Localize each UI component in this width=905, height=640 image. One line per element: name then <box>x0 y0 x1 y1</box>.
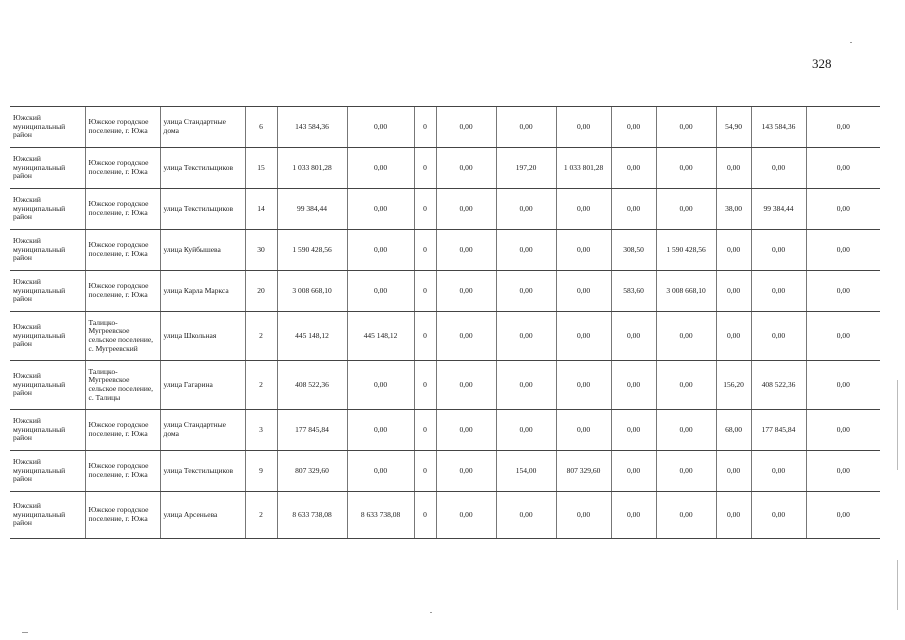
cell-value: 0,00 <box>436 230 496 271</box>
cell-house-number: 6 <box>245 107 277 148</box>
cell-street: улица Текстильщиков <box>160 189 245 230</box>
cell-value: 0,00 <box>347 361 414 410</box>
cell-value: 0,00 <box>347 148 414 189</box>
cell-house-number: 2 <box>245 361 277 410</box>
cell-house-number: 30 <box>245 230 277 271</box>
cell-value: 0,00 <box>556 312 611 361</box>
scan-speck <box>430 612 432 613</box>
cell-value: 0,00 <box>436 492 496 539</box>
cell-value: 0,00 <box>656 189 716 230</box>
cell-district: Южский муниципальный район <box>10 148 85 189</box>
cell-street: улица Школьная <box>160 312 245 361</box>
cell-district: Южский муниципальный район <box>10 271 85 312</box>
cell-settlement: Южское городское поселение, г. Южа <box>85 148 160 189</box>
cell-value: 0,00 <box>656 410 716 451</box>
cell-value: 0,00 <box>806 271 880 312</box>
cell-value: 0,00 <box>556 361 611 410</box>
cell-area: 0,00 <box>611 410 656 451</box>
cell-value: 0,00 <box>656 148 716 189</box>
cell-value: 0,00 <box>347 271 414 312</box>
table-row <box>10 451 880 492</box>
cell-value: 0,00 <box>347 451 414 492</box>
cell-district: Южский муниципальный район <box>10 361 85 410</box>
page-number: 328 <box>812 56 832 71</box>
cell-value: 0,00 <box>656 451 716 492</box>
scan-speck <box>897 560 898 610</box>
cell-value: 0,00 <box>347 410 414 451</box>
cell-area: 0,00 <box>496 410 556 451</box>
cell-street: улица Арсеньева <box>160 492 245 539</box>
cell-area: 0,00 <box>611 451 656 492</box>
cell-district: Южский муниципальный район <box>10 410 85 451</box>
cell-area: 0,00 <box>611 189 656 230</box>
cell-value: 0,00 <box>806 451 880 492</box>
cell-value: 0,00 <box>656 312 716 361</box>
cell-area: 0,00 <box>716 492 751 539</box>
cell-settlement: Южское городское поселение, г. Южа <box>85 230 160 271</box>
cell-total-cost: 177 845,84 <box>277 410 347 451</box>
cell-area: 0,00 <box>716 451 751 492</box>
cell-value: 0,00 <box>436 148 496 189</box>
cell-area: 583,60 <box>611 271 656 312</box>
cell-settlement: Южское городское поселение, г. Южа <box>85 492 160 539</box>
cell-value: 0,00 <box>656 107 716 148</box>
cell-settlement: Талицко-Мугреевское сельское поселение, с. Талицы <box>85 361 160 410</box>
cell-count: 0 <box>414 271 436 312</box>
cell-district: Южский муниципальный район <box>10 189 85 230</box>
cell-street: улица Текстильщиков <box>160 148 245 189</box>
cell-total-cost: 8 633 738,08 <box>277 492 347 539</box>
cell-settlement: Южское городское поселение, г. Южа <box>85 451 160 492</box>
cell-district: Южский муниципальный район <box>10 492 85 539</box>
cell-count: 0 <box>414 361 436 410</box>
cell-value: 0,00 <box>806 312 880 361</box>
cell-value: 0,00 <box>806 107 880 148</box>
cell-settlement: Южское городское поселение, г. Южа <box>85 189 160 230</box>
cell-value: 0,00 <box>347 230 414 271</box>
cell-count: 0 <box>414 189 436 230</box>
cell-area: 0,00 <box>716 312 751 361</box>
cell-house-number: 2 <box>245 312 277 361</box>
cell-value: 0,00 <box>751 271 806 312</box>
cell-value: 0,00 <box>436 410 496 451</box>
cell-value: 0,00 <box>436 107 496 148</box>
cell-total-cost: 143 584,36 <box>277 107 347 148</box>
cell-value: 0,00 <box>806 230 880 271</box>
cell-area: 0,00 <box>611 148 656 189</box>
cell-value: 3 008 668,10 <box>656 271 716 312</box>
cell-street: улица Текстильщиков <box>160 451 245 492</box>
scan-speck <box>850 42 852 43</box>
cell-area: 54,90 <box>716 107 751 148</box>
cell-settlement: Южское городское поселение, г. Южа <box>85 271 160 312</box>
cell-value: 0,00 <box>806 492 880 539</box>
cell-value: 0,00 <box>806 189 880 230</box>
cell-value: 0,00 <box>436 312 496 361</box>
cell-house-number: 2 <box>245 492 277 539</box>
cell-value: 0,00 <box>806 148 880 189</box>
cell-value: 1 033 801,28 <box>556 148 611 189</box>
cell-value: 0,00 <box>751 230 806 271</box>
cell-value: 0,00 <box>436 451 496 492</box>
table-row <box>10 312 880 361</box>
cell-total-cost: 99 384,44 <box>277 189 347 230</box>
cell-area: 0,00 <box>611 492 656 539</box>
cell-value: 0,00 <box>347 189 414 230</box>
cell-area: 0,00 <box>496 361 556 410</box>
cell-value: 0,00 <box>436 361 496 410</box>
table-row <box>10 492 880 539</box>
cell-count: 0 <box>414 107 436 148</box>
cell-total-cost: 1 033 801,28 <box>277 148 347 189</box>
cell-value: 0,00 <box>556 107 611 148</box>
cell-value: 177 845,84 <box>751 410 806 451</box>
cell-area: 0,00 <box>496 230 556 271</box>
cell-house-number: 20 <box>245 271 277 312</box>
cell-value: 0,00 <box>436 271 496 312</box>
cell-street: улица Стандартные дома <box>160 107 245 148</box>
cell-area: 0,00 <box>496 189 556 230</box>
cell-value: 0,00 <box>556 492 611 539</box>
scan-speck <box>897 380 898 470</box>
cell-count: 0 <box>414 492 436 539</box>
cell-value: 445 148,12 <box>347 312 414 361</box>
cell-value: 0,00 <box>556 189 611 230</box>
cell-street: улица Гагарина <box>160 361 245 410</box>
cell-value: 0,00 <box>751 451 806 492</box>
cell-house-number: 15 <box>245 148 277 189</box>
table-row <box>10 361 880 410</box>
table-row <box>10 107 880 148</box>
cell-settlement: Талицко-Мугреевское сельское поселение, с. Мугреевский <box>85 312 160 361</box>
cell-value: 408 522,36 <box>751 361 806 410</box>
cell-area: 154,00 <box>496 451 556 492</box>
cell-district: Южский муниципальный район <box>10 107 85 148</box>
housing-registry-table <box>10 106 880 539</box>
cell-value: 0,00 <box>347 107 414 148</box>
cell-settlement: Южское городское поселение, г. Южа <box>85 107 160 148</box>
scan-speck <box>22 632 28 633</box>
cell-value: 0,00 <box>556 410 611 451</box>
cell-count: 0 <box>414 410 436 451</box>
cell-total-cost: 807 329,60 <box>277 451 347 492</box>
cell-count: 0 <box>414 312 436 361</box>
cell-value: 0,00 <box>656 361 716 410</box>
cell-house-number: 14 <box>245 189 277 230</box>
cell-street: улица Карла Маркса <box>160 271 245 312</box>
cell-value: 0,00 <box>556 230 611 271</box>
cell-value: 0,00 <box>806 361 880 410</box>
cell-district: Южский муниципальный район <box>10 230 85 271</box>
cell-area: 156,20 <box>716 361 751 410</box>
table-row <box>10 230 880 271</box>
table-row <box>10 271 880 312</box>
cell-area: 0,00 <box>716 148 751 189</box>
cell-settlement: Южское городское поселение, г. Южа <box>85 410 160 451</box>
cell-house-number: 3 <box>245 410 277 451</box>
cell-district: Южский муниципальный район <box>10 451 85 492</box>
cell-count: 0 <box>414 451 436 492</box>
cell-area: 0,00 <box>716 230 751 271</box>
cell-value: 8 633 738,08 <box>347 492 414 539</box>
cell-house-number: 9 <box>245 451 277 492</box>
cell-count: 0 <box>414 230 436 271</box>
cell-district: Южский муниципальный район <box>10 312 85 361</box>
table-row <box>10 189 880 230</box>
cell-area: 0,00 <box>611 107 656 148</box>
cell-total-cost: 3 008 668,10 <box>277 271 347 312</box>
cell-total-cost: 408 522,36 <box>277 361 347 410</box>
cell-value: 0,00 <box>751 492 806 539</box>
table-row <box>10 148 880 189</box>
cell-value: 0,00 <box>751 312 806 361</box>
cell-area: 0,00 <box>611 361 656 410</box>
cell-value: 0,00 <box>656 492 716 539</box>
cell-total-cost: 1 590 428,56 <box>277 230 347 271</box>
cell-street: улица Куйбышева <box>160 230 245 271</box>
cell-value: 0,00 <box>806 410 880 451</box>
cell-value: 0,00 <box>436 189 496 230</box>
table-row <box>10 410 880 451</box>
cell-value: 0,00 <box>751 148 806 189</box>
cell-area: 68,00 <box>716 410 751 451</box>
cell-area: 0,00 <box>496 312 556 361</box>
cell-value: 143 584,36 <box>751 107 806 148</box>
cell-area: 0,00 <box>611 312 656 361</box>
cell-total-cost: 445 148,12 <box>277 312 347 361</box>
cell-value: 0,00 <box>556 271 611 312</box>
cell-area: 0,00 <box>716 271 751 312</box>
cell-area: 308,50 <box>611 230 656 271</box>
cell-value: 1 590 428,56 <box>656 230 716 271</box>
cell-count: 0 <box>414 148 436 189</box>
cell-area: 197,20 <box>496 148 556 189</box>
cell-area: 0,00 <box>496 492 556 539</box>
cell-street: улица Стандартные дома <box>160 410 245 451</box>
cell-area: 0,00 <box>496 107 556 148</box>
cell-area: 38,00 <box>716 189 751 230</box>
cell-area: 0,00 <box>496 271 556 312</box>
cell-value: 99 384,44 <box>751 189 806 230</box>
cell-value: 807 329,60 <box>556 451 611 492</box>
